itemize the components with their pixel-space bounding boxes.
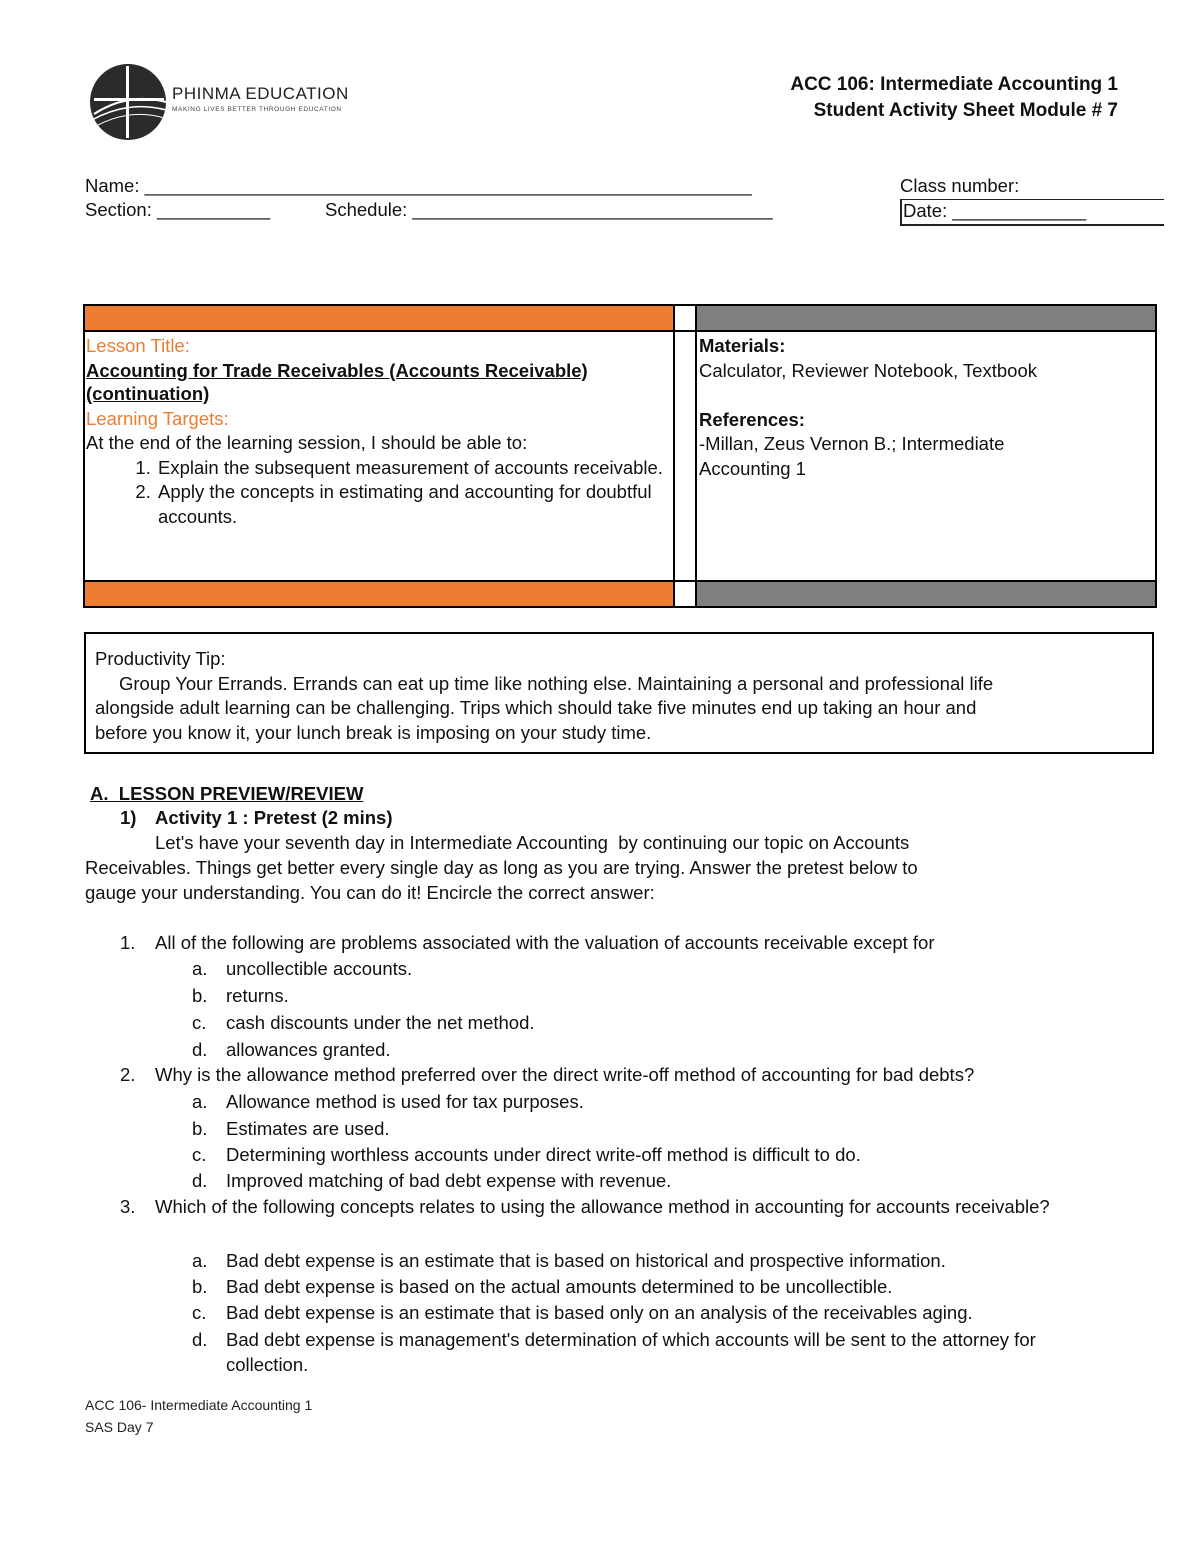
option-text: cash discounts under the net method. [226,1012,535,1033]
materials-cell [699,334,1149,481]
targets-intro: At the end of the learning session, I should be able to: [86,432,528,453]
tip-line1: Group Your Errands. Errands can eat up time like nothing else. Maintaining a personal and professional life [119,672,994,694]
intro-line2: Receivables. Things get better every single day as long as you are trying. Answer the pretest below to [85,857,918,878]
option-text: Bad debt expense is an estimate that is based only on an analysis of the receivables aging. [226,1302,973,1323]
references-line1: -Millan, Zeus Vernon B.; Intermediate [699,433,1005,454]
option-letter: d. [192,1170,208,1191]
option-text: Estimates are used. [226,1118,390,1139]
option-text: Bad debt expense is an estimate that is based on historical and prospective information. [226,1250,946,1271]
question-number: 1. [120,932,136,953]
tip-line2: alongside adult learning can be challenging. Trips which should take five minutes end up taking an hour and [95,697,977,718]
table-divider-left [673,304,675,608]
tip-line3: before you know it, your lunch break is imposing on your study time. [95,721,652,743]
option-letter: a. [192,1250,208,1271]
lesson-cell [86,334,672,529]
table-rule-bottom [83,580,1157,582]
intro-line1: Let's have your seventh day in Intermediate Accounting by continuing our topic on Accounts [155,832,910,853]
option-text: uncollectible accounts. [226,958,413,979]
option-text: Bad debt expense is management's determination of which accounts will be sent to the attorney for collection. [226,1329,1036,1375]
tip-label: Productivity Tip: [95,648,226,669]
materials-text: Calculator, Reviewer Notebook, Textbook [699,359,1037,381]
question-text: All of the following are problems associated with the valuation of accounts receivable except for [155,932,935,953]
schedule-field: Schedule: ___________________________________ [325,199,773,220]
targets-list [86,456,672,530]
question-number: 3. [120,1196,136,1217]
option-letter: a. [192,958,208,979]
lesson-title-line1: Accounting for Trade Receivables (Accounts Receivable) [86,359,588,381]
name-field: Name: ___________________________________________________________ [85,175,752,196]
question-text: Which of the following concepts relates to using the allowance method in accounting for accounts receivable? [155,1196,1050,1217]
option-text: returns. [226,985,289,1006]
option-letter: a. [192,1091,208,1112]
option-letter: c. [192,1144,207,1165]
option-letter: d. [192,1039,208,1060]
logo-tagline: MAKING LIVES BETTER THROUGH EDUCATION [172,106,342,113]
learning-targets-label: Learning Targets: [86,407,229,429]
references-line2: Accounting 1 [699,457,806,479]
class-number-label: Class number: [900,175,1020,196]
sheet-title: Student Activity Sheet Module # 7 [813,100,1118,121]
option-letter: c. [192,1302,207,1323]
footer-day: SAS Day 7 [85,1419,154,1435]
option-text: Determining worthless accounts under direct write-off method is difficult to do. [226,1144,861,1165]
activity-title: Activity 1 : Pretest (2 mins) [155,807,393,828]
option-letter: d. [192,1329,208,1350]
course-title: ACC 106: Intermediate Accounting 1 [790,74,1118,95]
table-rule-top [83,330,1157,332]
date-box [900,199,1164,226]
option-text: Allowance method is used for tax purposes. [226,1091,584,1112]
grey-bar-top [697,306,1155,330]
lesson-title-label: Lesson Title: [86,335,190,356]
date-label: Date: _____________ [903,200,1087,221]
references-label: References: [699,408,805,430]
option-letter: b. [192,985,208,1006]
activity-number: 1) [120,807,137,828]
option-letter: c. [192,1012,207,1033]
option-letter: b. [192,1276,208,1297]
target-item: 2. Apply the concepts in estimating and accounting for doubtful accounts. [156,480,672,529]
footer-course: ACC 106- Intermediate Accounting 1 [85,1397,313,1413]
orange-bar-bottom [85,582,673,606]
orange-bar-top [85,306,673,330]
section-a-heading: A. LESSON PREVIEW/REVIEW [90,783,364,804]
question-text: Why is the allowance method preferred over the direct write-off method of accounting for bad debts? [155,1064,975,1085]
section-field: Section: ___________ [85,199,271,220]
productivity-tip-box [84,632,1154,754]
option-text: allowances granted. [226,1039,391,1060]
lesson-title-line2: (continuation) [86,383,210,404]
materials-label: Materials: [699,335,786,356]
intro-line3: gauge your understanding. You can do it! Encircle the correct answer: [85,882,655,903]
option-text: Improved matching of bad debt expense with revenue. [226,1170,672,1191]
question-number: 2. [120,1064,136,1085]
option-text: Bad debt expense is based on the actual amounts determined to be uncollectible. [226,1276,893,1297]
target-item: 1. Explain the subsequent measurement of accounts receivable. [156,456,672,481]
table-divider-right [695,304,697,608]
class-number-box [900,174,1164,200]
logo-globe-icon [88,62,172,142]
logo-name: PHINMA EDUCATION [172,84,349,103]
grey-bar-bottom [697,582,1155,606]
option-letter: b. [192,1118,208,1139]
